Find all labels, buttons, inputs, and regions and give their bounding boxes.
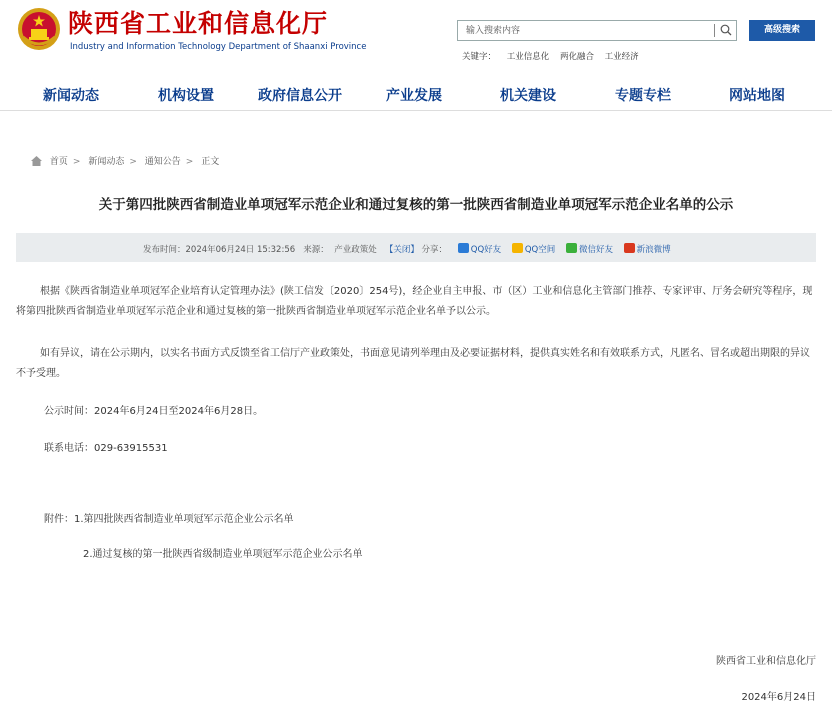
search-input[interactable] <box>458 21 721 40</box>
breadcrumb-home[interactable]: 首页 <box>49 157 68 167</box>
share-label-text: QQ好友 <box>470 245 502 255</box>
site-title[interactable]: 陕西省工业和信息化厅 <box>68 9 329 38</box>
search-icon[interactable] <box>720 24 732 36</box>
source-value: 产业政策处 <box>334 245 377 255</box>
nav-item-party[interactable]: 机关建设 <box>500 88 556 104</box>
breadcrumb-current: 正文 <box>201 157 220 167</box>
breadcrumb-notices[interactable]: 通知公告 <box>144 157 181 167</box>
article-paragraph: 如有异议，请在公示期内，以实名书面方式反馈至省工信厅产业政策处，书面意见请列举理由及必要证据材料，提供真实姓名和有效联系方式，凡匿名、冒名或超出期限的异议不予受理。 <box>16 348 810 379</box>
signature-date: 2024年6月24日 <box>741 692 816 703</box>
breadcrumb-separator: > <box>185 157 194 167</box>
share-label-text: 微信好友 <box>578 245 613 255</box>
article-meta-bar <box>16 233 816 262</box>
search-box <box>457 20 737 41</box>
breadcrumb-separator: > <box>129 157 137 167</box>
share-wechat[interactable] <box>566 245 613 255</box>
close-link[interactable]: 【关闭】 <box>384 245 419 255</box>
share-weibo[interactable] <box>624 245 671 255</box>
breadcrumb-separator: > <box>72 157 81 167</box>
qq-icon <box>458 243 469 253</box>
share-label: 分享： <box>421 245 448 255</box>
search-divider <box>714 24 715 37</box>
attachment-link-1[interactable]: 附件：1.第四批陕西省制造业单项冠军示范企业公示名单 <box>44 514 294 525</box>
keyword-link[interactable]: 工业经济 <box>604 52 639 62</box>
announcement-period: 公示时间：2024年6月24日至2024年6月28日。 <box>44 406 264 417</box>
weibo-icon <box>624 243 635 253</box>
main-nav <box>0 80 832 111</box>
site-subtitle: Industry and Information Technology Department of Shaanxi Province <box>70 42 367 52</box>
site-header <box>0 0 832 72</box>
share-label-text: QQ空间 <box>524 245 556 255</box>
keyword-link[interactable]: 两化融合 <box>559 52 594 62</box>
breadcrumb-news[interactable]: 新闻动态 <box>88 157 125 167</box>
source-label: 来源： <box>303 245 329 255</box>
share-qzone[interactable] <box>512 245 555 255</box>
article-title: 关于第四批陕西省制造业单项冠军示范企业和通过复核的第一批陕西省制造业单项冠军示范企业名单的公示 <box>98 197 734 213</box>
nav-item-gov-info[interactable]: 政府信息公开 <box>258 88 342 104</box>
wechat-icon <box>566 243 577 253</box>
keyword-link[interactable]: 工业信息化 <box>506 52 550 62</box>
attachment-link-2[interactable]: 2.通过复核的第一批陕西省级制造业单项冠军示范企业公示名单 <box>83 549 363 560</box>
publish-time: 发布时间：2024年06月24日 15:32:56 <box>143 245 296 255</box>
keywords-label: 关键字： <box>462 52 497 62</box>
nav-item-organization[interactable]: 机构设置 <box>158 88 214 104</box>
nav-item-news[interactable]: 新闻动态 <box>43 88 99 104</box>
share-qq-friend[interactable] <box>458 245 501 255</box>
signature-org: 陕西省工业和信息化厅 <box>716 656 816 667</box>
keywords-row <box>462 50 647 62</box>
home-icon <box>31 156 42 166</box>
breadcrumb <box>31 154 224 167</box>
nav-item-industry[interactable]: 产业发展 <box>386 88 442 104</box>
advanced-search-button[interactable]: 高级搜索 <box>749 20 815 41</box>
contact-phone: 联系电话：029-63915531 <box>44 443 168 454</box>
share-label-text: 新浪微博 <box>636 245 671 255</box>
nav-item-sitemap[interactable]: 网站地图 <box>729 88 785 104</box>
qzone-icon <box>512 243 523 253</box>
national-emblem-icon[interactable] <box>17 7 61 51</box>
article-paragraph: 根据《陕西省制造业单项冠军企业培育认定管理办法》(陕工信发〔2020〕254号)，经企业自主申报、市（区）工业和信息化主管部门推荐、专家评审、厅务会研究等程序，现将第四批陕西省制造业单项冠军示范企业和通过复核的第一批陕西省制造业单项冠军示范企业名单予以公示。 <box>16 286 813 317</box>
nav-item-topics[interactable]: 专题专栏 <box>615 88 671 104</box>
